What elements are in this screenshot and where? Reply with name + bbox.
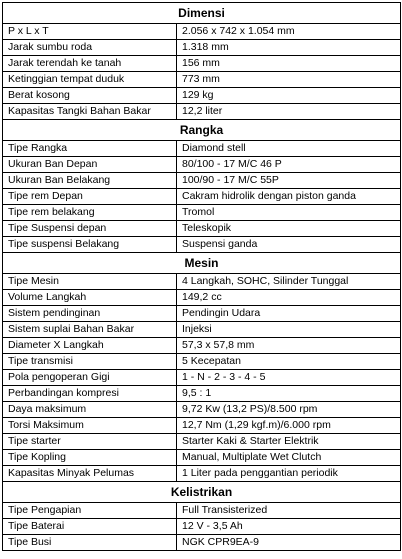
spec-value: Injeksi bbox=[177, 322, 401, 338]
spec-label: Ukuran Ban Belakang bbox=[3, 173, 177, 189]
spec-label: Tipe suspensi Belakang bbox=[3, 237, 177, 253]
spec-value: 1 - N - 2 - 3 - 4 - 5 bbox=[177, 370, 401, 386]
spec-value: 80/100 - 17 M/C 46 P bbox=[177, 157, 401, 173]
spec-label: Tipe starter bbox=[3, 434, 177, 450]
spec-row bbox=[3, 173, 401, 189]
spec-label: Tipe rem Depan bbox=[3, 189, 177, 205]
spec-row bbox=[3, 221, 401, 237]
spec-value: 149,2 cc bbox=[177, 290, 401, 306]
spec-value: Cakram hidrolik dengan piston ganda bbox=[177, 189, 401, 205]
spec-label: Kapasitas Tangki Bahan Bakar bbox=[3, 104, 177, 120]
spec-value: Teleskopik bbox=[177, 221, 401, 237]
spec-value: Diamond stell bbox=[177, 141, 401, 157]
spec-label: Tipe Suspensi depan bbox=[3, 221, 177, 237]
spec-row bbox=[3, 434, 401, 450]
spec-row bbox=[3, 274, 401, 290]
spec-row bbox=[3, 402, 401, 418]
spec-label: Tipe Rangka bbox=[3, 141, 177, 157]
spec-value: 773 mm bbox=[177, 72, 401, 88]
spec-row bbox=[3, 205, 401, 221]
spec-row bbox=[3, 322, 401, 338]
spec-row bbox=[3, 450, 401, 466]
spec-row bbox=[3, 354, 401, 370]
spec-row bbox=[3, 189, 401, 205]
spec-row bbox=[3, 386, 401, 402]
spec-row bbox=[3, 56, 401, 72]
spec-row bbox=[3, 290, 401, 306]
section-header-mesin bbox=[3, 253, 401, 274]
spec-row bbox=[3, 503, 401, 519]
spec-value: Pendingin Udara bbox=[177, 306, 401, 322]
section-header-rangka bbox=[3, 120, 401, 141]
spec-value: 9,72 Kw (13,2 PS)/8.500 rpm bbox=[177, 402, 401, 418]
spec-value: 100/90 - 17 M/C 55P bbox=[177, 173, 401, 189]
section-header-kelistrikan bbox=[3, 482, 401, 503]
spec-label: Tipe transmisi bbox=[3, 354, 177, 370]
spec-label: Torsi Maksimum bbox=[3, 418, 177, 434]
spec-label: Kapasitas Minyak Pelumas bbox=[3, 466, 177, 482]
spec-row bbox=[3, 306, 401, 322]
spec-label: Ukuran Ban Depan bbox=[3, 157, 177, 173]
spec-label: Tipe Pengapian bbox=[3, 503, 177, 519]
spec-label: Ketinggian tempat duduk bbox=[3, 72, 177, 88]
spec-row bbox=[3, 141, 401, 157]
spec-label: Tipe Busi bbox=[3, 535, 177, 551]
spec-value: 5 Kecepatan bbox=[177, 354, 401, 370]
spec-value: 9,5 : 1 bbox=[177, 386, 401, 402]
section-title: Dimensi bbox=[3, 3, 401, 24]
spec-value: 57,3 x 57,8 mm bbox=[177, 338, 401, 354]
spec-row bbox=[3, 88, 401, 104]
spec-value: 1.318 mm bbox=[177, 40, 401, 56]
spec-label: Pola pengoperan Gigi bbox=[3, 370, 177, 386]
spec-row bbox=[3, 40, 401, 56]
spec-label: Jarak sumbu roda bbox=[3, 40, 177, 56]
spec-label: Jarak terendah ke tanah bbox=[3, 56, 177, 72]
section-title: Rangka bbox=[3, 120, 401, 141]
spec-row bbox=[3, 535, 401, 551]
spec-value: 12 V - 3,5 Ah bbox=[177, 519, 401, 535]
spec-label: Berat kosong bbox=[3, 88, 177, 104]
spec-label: P x L x T bbox=[3, 24, 177, 40]
spec-label: Diameter X Langkah bbox=[3, 338, 177, 354]
spec-value: Suspensi ganda bbox=[177, 237, 401, 253]
spec-label: Daya maksimum bbox=[3, 402, 177, 418]
spec-row bbox=[3, 338, 401, 354]
spec-value: NGK CPR9EA-9 bbox=[177, 535, 401, 551]
spec-label: Perbandingan kompresi bbox=[3, 386, 177, 402]
spec-table bbox=[2, 2, 401, 551]
spec-label: Volume Langkah bbox=[3, 290, 177, 306]
spec-value: 1 Liter pada penggantian periodik bbox=[177, 466, 401, 482]
spec-table-body bbox=[3, 3, 401, 551]
section-header-dimensi bbox=[3, 3, 401, 24]
section-title: Kelistrikan bbox=[3, 482, 401, 503]
spec-row bbox=[3, 104, 401, 120]
spec-row bbox=[3, 24, 401, 40]
spec-value: 12,2 liter bbox=[177, 104, 401, 120]
spec-label: Tipe Baterai bbox=[3, 519, 177, 535]
spec-row bbox=[3, 418, 401, 434]
spec-value: Tromol bbox=[177, 205, 401, 221]
spec-row bbox=[3, 466, 401, 482]
section-title: Mesin bbox=[3, 253, 401, 274]
spec-row bbox=[3, 237, 401, 253]
spec-value: Manual, Multiplate Wet Clutch bbox=[177, 450, 401, 466]
spec-label: Tipe rem belakang bbox=[3, 205, 177, 221]
spec-value: 2.056 x 742 x 1.054 mm bbox=[177, 24, 401, 40]
spec-value: Full Transisterized bbox=[177, 503, 401, 519]
spec-label: Sistem suplai Bahan Bakar bbox=[3, 322, 177, 338]
spec-row bbox=[3, 370, 401, 386]
spec-label: Tipe Mesin bbox=[3, 274, 177, 290]
spec-label: Sistem pendinginan bbox=[3, 306, 177, 322]
spec-row bbox=[3, 519, 401, 535]
spec-value: Starter Kaki & Starter Elektrik bbox=[177, 434, 401, 450]
spec-value: 156 mm bbox=[177, 56, 401, 72]
spec-value: 12,7 Nm (1,29 kgf.m)/6.000 rpm bbox=[177, 418, 401, 434]
spec-row bbox=[3, 157, 401, 173]
spec-row bbox=[3, 72, 401, 88]
spec-label: Tipe Kopling bbox=[3, 450, 177, 466]
spec-value: 129 kg bbox=[177, 88, 401, 104]
spec-value: 4 Langkah, SOHC, Silinder Tunggal bbox=[177, 274, 401, 290]
